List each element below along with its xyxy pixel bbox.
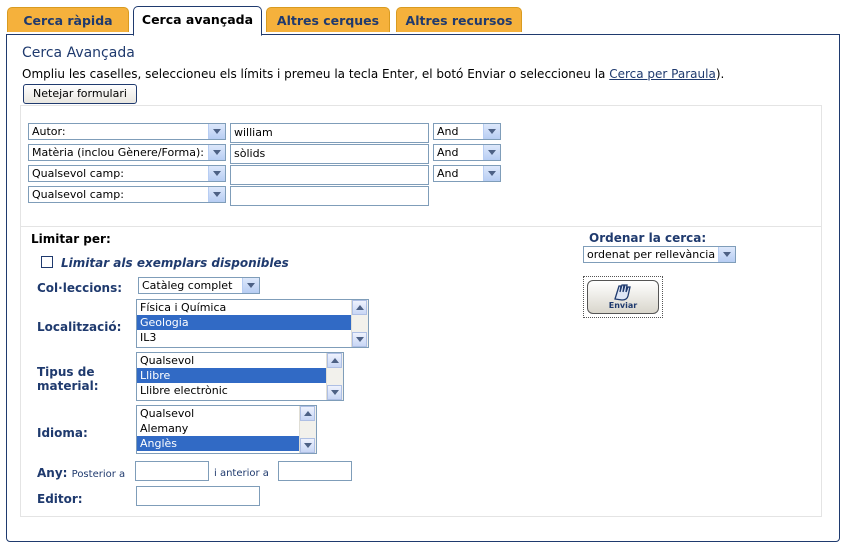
operator-select-1[interactable]: [433, 123, 501, 140]
chevron-down-icon: [208, 166, 225, 181]
field-select-2-value: Matèria (inclou Gènere/Forma):: [32, 146, 204, 159]
scroll-up-icon[interactable]: [300, 406, 315, 421]
section-divider: [21, 226, 821, 227]
list-item[interactable]: IL3: [140, 331, 157, 344]
instructions-text: Ompliu les caselles, seleccioneu els límits i premeu la tecla Enter, el botó Enviar o seleccioneu la: [22, 67, 610, 81]
tab-other-searches[interactable]: Altres cerques: [266, 7, 390, 32]
instructions: [22, 67, 724, 81]
list-item[interactable]: Qualsevol: [140, 407, 195, 420]
search-form: [20, 105, 822, 517]
available-only-checkbox[interactable]: [41, 256, 53, 268]
list-item-selected[interactable]: Llibre: [137, 368, 327, 383]
clear-form-button[interactable]: Netejar formulari: [23, 84, 137, 104]
field-select-4[interactable]: [28, 186, 226, 203]
tab-advanced-search[interactable]: Cerca avançada: [133, 6, 262, 36]
field-select-3[interactable]: [28, 165, 226, 182]
operator-select-3[interactable]: [433, 165, 501, 182]
material-listbox[interactable]: [136, 352, 344, 401]
field-select-1[interactable]: [28, 123, 226, 140]
operator-select-3-value: And: [437, 167, 459, 180]
tab-quick-search[interactable]: Cerca ràpida: [7, 7, 129, 32]
chevron-down-icon: [483, 166, 500, 181]
submit-label: Enviar: [608, 301, 638, 310]
operator-select-1-value: And: [437, 125, 459, 138]
collections-select-value: Catàleg complet: [142, 279, 233, 292]
scroll-down-icon[interactable]: [352, 332, 367, 347]
search-term-1[interactable]: william: [230, 123, 429, 143]
list-item[interactable]: Alemany: [140, 422, 189, 435]
submit-button-face: [587, 280, 659, 314]
tab-other-resources[interactable]: Altres recursos: [396, 7, 522, 32]
hand-icon: [610, 282, 638, 302]
publisher-input[interactable]: [136, 486, 260, 506]
sort-select-value: ordenat per rellevància: [587, 248, 716, 261]
chevron-down-icon: [718, 247, 735, 262]
year-label: [37, 466, 125, 480]
field-select-4-value: Qualsevol camp:: [32, 188, 124, 201]
operator-select-2-value: And: [437, 146, 459, 159]
list-item-selected[interactable]: Geologia: [137, 315, 352, 330]
submit-button[interactable]: [583, 276, 663, 318]
year-before-label: i anterior a: [214, 468, 269, 479]
scroll-down-icon[interactable]: [300, 438, 315, 453]
list-item[interactable]: Qualsevol: [140, 354, 195, 367]
chevron-down-icon: [208, 145, 225, 160]
keyword-search-link[interactable]: Cerca per Paraula: [609, 67, 716, 81]
year-before-input[interactable]: [278, 461, 352, 481]
publisher-label: Editor:: [37, 492, 83, 506]
field-select-2[interactable]: [28, 144, 226, 161]
year-after-label: Posterior a: [71, 469, 126, 480]
instructions-end: ).: [715, 67, 725, 81]
operator-select-2[interactable]: [433, 144, 501, 161]
scroll-up-icon[interactable]: [352, 300, 367, 315]
advanced-search-panel: [6, 34, 840, 542]
page-title: Cerca Avançada: [22, 45, 135, 61]
chevron-down-icon: [483, 124, 500, 139]
sort-label: Ordenar la cerca:: [589, 231, 707, 245]
scrollbar[interactable]: [326, 353, 343, 400]
search-term-4[interactable]: [230, 186, 429, 206]
chevron-down-icon: [208, 187, 225, 202]
list-item[interactable]: Llibre electrònic: [140, 384, 228, 397]
scrollbar[interactable]: [351, 300, 368, 347]
location-listbox[interactable]: [136, 299, 369, 348]
scroll-up-icon[interactable]: [327, 353, 342, 368]
available-only-label: Limitar als exemplars disponibles: [61, 256, 289, 270]
field-select-1-value: Autor:: [32, 125, 66, 138]
chevron-down-icon: [483, 145, 500, 160]
material-label: Tipus de material:: [37, 365, 99, 393]
scroll-down-icon[interactable]: [327, 385, 342, 400]
list-item[interactable]: Física i Química: [140, 301, 227, 314]
limits-heading: Limitar per:: [31, 232, 111, 246]
chevron-down-icon: [208, 124, 225, 139]
chevron-down-icon: [242, 278, 259, 293]
collections-select[interactable]: [138, 277, 260, 294]
field-select-3-value: Qualsevol camp:: [32, 167, 124, 180]
sort-select[interactable]: [583, 246, 736, 263]
search-term-3[interactable]: [230, 165, 429, 185]
language-label: Idioma:: [37, 426, 88, 440]
year-after-input[interactable]: [135, 461, 209, 481]
list-item-selected[interactable]: Anglès: [137, 436, 300, 451]
location-label: Localització:: [37, 320, 122, 334]
scrollbar[interactable]: [299, 406, 316, 453]
year-label-text: Any:: [37, 466, 68, 480]
search-term-2[interactable]: sòlids: [230, 144, 429, 164]
language-listbox[interactable]: [136, 405, 317, 454]
collections-label: Col·leccions:: [37, 281, 123, 295]
